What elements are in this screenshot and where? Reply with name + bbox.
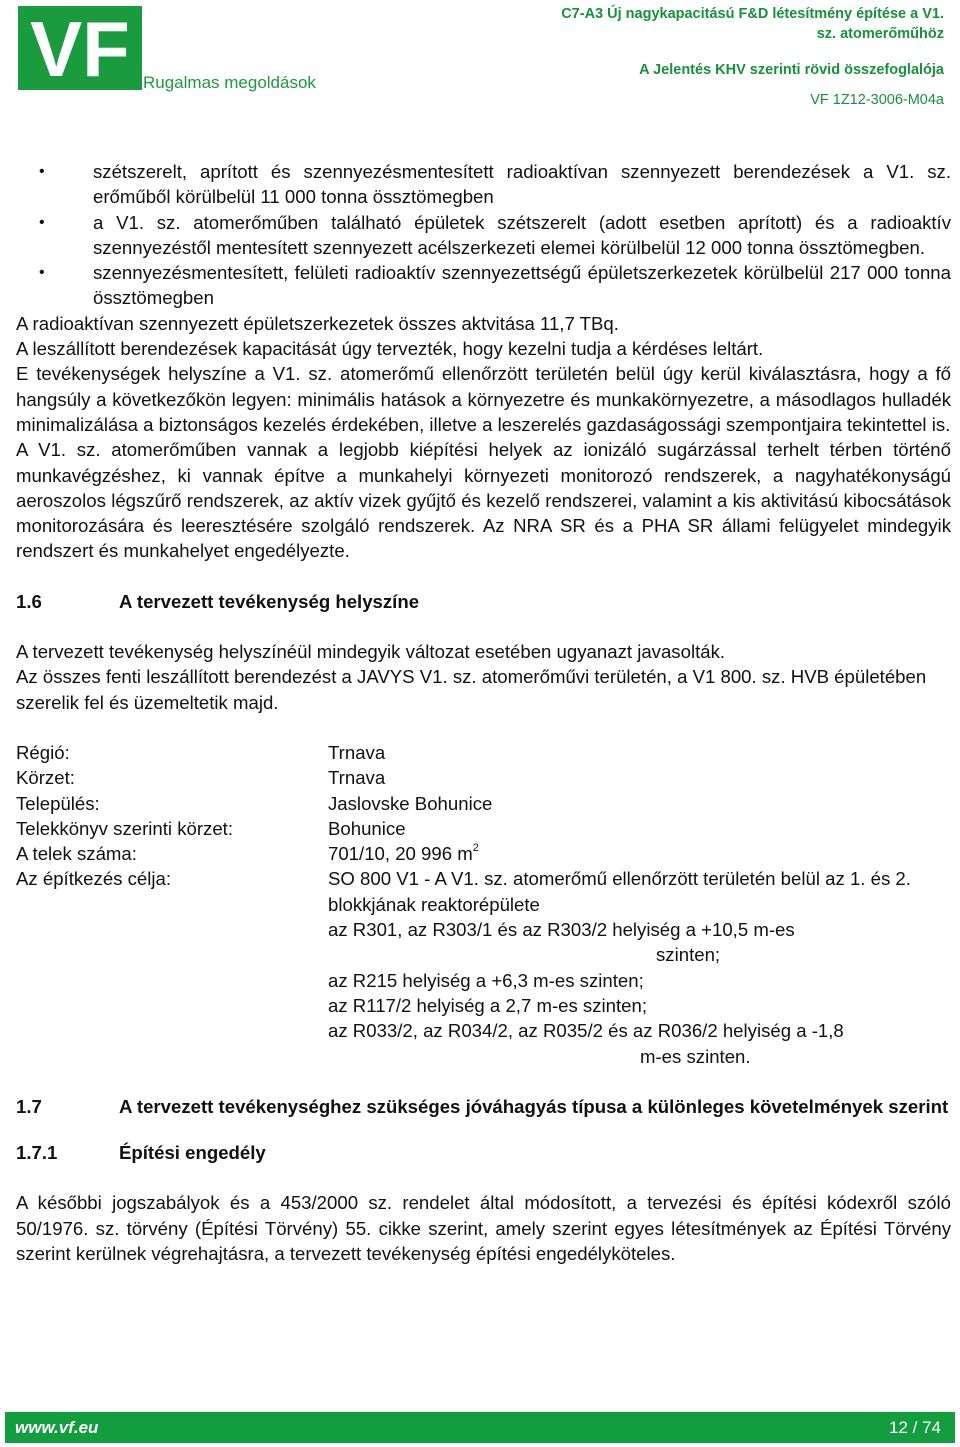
- header-title-line2: sz. atomerőműhöz: [816, 26, 944, 42]
- header-subtitle: A Jelentés KHV szerinti rövid összefoglalója: [639, 62, 944, 78]
- page-content: [16, 159, 951, 1266]
- district-value: Trnava: [328, 767, 386, 789]
- document-header: [474, 4, 944, 110]
- list-item: • a V1. sz. atomerőműben található épületek szétszerelt (adott esetben aprított) és a radioaktív szennyezéstől mentesített szennyezett acélszerkezeti elemei körülbelül 12 000 tonna össztömegben.: [16, 210, 951, 261]
- footer-website-link[interactable]: www.vf.eu: [15, 1418, 99, 1437]
- vf-logo: [18, 6, 142, 90]
- district-label: Körzet:: [16, 767, 75, 789]
- paragraph-site-proposal: A tervezett tevékenység helyszínéül mindegyik változat esetében ugyanazt javasolták.: [16, 641, 726, 663]
- purpose-room-line: az R301, az R303/1 és az R303/2 helyiség a +10,5 m-es: [328, 919, 795, 941]
- section-heading-1-6: [16, 589, 951, 614]
- header-title-line1: C7-A3 Új nagykapacitású F&D létesítmény építése a V1.: [561, 6, 944, 22]
- section-title: A tervezett tevékenység helyszíne: [119, 590, 420, 612]
- purpose-room-line: az R215 helyiség a +6,3 m-es szinten;: [328, 969, 644, 991]
- cadastral-value: Bohunice: [328, 817, 406, 839]
- settlement-label: Település:: [16, 792, 100, 814]
- paragraph-facilities: A V1. sz. atomerőműben vannak a legjobb kiépítési helyek az ionizáló sugárzással terhelt térben történő munkavégzéshez, ki vannak építve a munkahelyi környezeti monitorozó rendszerek, a nagyhatékonyságú aeroszolos légszűrő rendszerek, az aktív vizek gyűjtő és kezelő rendszerei, valamint a kis aktivitású kibocsátások monitorozására és leeresztésére szolgáló rendszerek. Az NRA SR és a PHA SR állami felügyelet mindegyik rendszert és munkahelyet engedélyezte.: [16, 439, 951, 562]
- section-title: Építési engedély: [119, 1142, 266, 1164]
- purpose-room-line: az R117/2 helyiség a 2,7 m-es szinten;: [328, 994, 648, 1016]
- purpose-label: Az építkezés célja:: [16, 868, 172, 890]
- purpose-value: SO 800 V1 - A V1. sz. atomerőmű ellenőrzött területén belül az 1. és 2. blokkjának reaktorépülete: [328, 868, 911, 915]
- plot-unit-exponent: 2: [472, 842, 479, 855]
- cadastral-label: Telekkönyv szerinti körzet:: [16, 817, 234, 839]
- inventory-list: [16, 159, 951, 311]
- region-value: Trnava: [328, 741, 386, 763]
- section-number: 1.7.1: [16, 1142, 58, 1164]
- company-tagline: Rugalmas megoldások: [143, 73, 316, 92]
- location-table: [16, 740, 951, 1069]
- section-heading-1-7: [16, 1094, 951, 1119]
- settlement-value: Jaslovske Bohunice: [328, 792, 493, 814]
- plot-value: 701/10, 20 996 $m^2$: [328, 842, 479, 865]
- section-number: 1.6: [16, 590, 42, 612]
- plot-label: A telek száma:: [16, 843, 137, 865]
- section-title: A tervezett tevékenységhez szükséges jóváhagyás típusa a különleges követelmények szerint: [119, 1095, 949, 1117]
- paragraph-building-permit: A későbbi jogszabályok és a 453/2000 sz. rendelet által módosított, a tervezési és építési kódexről szóló 50/1976. sz. törvény (Építési Törvény) 55. cikke szerint, amely szerint egyes létesítmények az Építési Törvény szerint kerülnek végrehajtásra, a tervezett tevékenység építési engedélyköteles.: [16, 1192, 951, 1264]
- paragraph-site-building: Az összes fenti leszállított berendezést a JAVYS V1. sz. atomerőművi területén, a V1 800. sz. HVB épületében szerelik fel és üzemeltetik majd.: [16, 666, 927, 713]
- header-doc-code: VF 1Z12-3006-M04a: [810, 92, 944, 108]
- page-footer: [5, 1412, 955, 1443]
- paragraph-activity: A radioaktívan szennyezett épületszerkezetek összes aktvitása 11,7 TBq.: [16, 312, 619, 334]
- page-number: 12 / 74: [889, 1418, 941, 1437]
- region-label: Régió:: [16, 741, 70, 763]
- list-item: • szétszerelt, aprított és szennyezésmentesített radioaktívan szennyezett berendezések a V1. sz. erőműből körülbelül 11 000 tonna össztömegben: [16, 159, 951, 210]
- purpose-room-line-cont: szinten;: [656, 944, 721, 966]
- paragraph-location-choice: E tevékenységek helyszíne a V1. sz. atomerőmű ellenőrzött területén belül úgy kerül kiválasztásra, hogy a fő hangsúly a következőkön legyen: minimális hatások a környezetre és munkakörnyezetre, a másodlagos hulladék minimalizálása a biztonságos kezelés érdekében, illetve a leszerelés gazdaságossági szempontjaira tekintettel is.: [16, 363, 951, 435]
- purpose-room-line: az R033/2, az R034/2, az R035/2 és az R036/2 helyiség a -1,8: [328, 1020, 844, 1042]
- list-item: • szennyezésmentesített, felületi radioaktív szennyezettségű épületszerkezetek körülbelül 217 000 tonna össztömegben: [16, 260, 951, 311]
- section-heading-1-7-1: [16, 1140, 951, 1165]
- paragraph-capacity: A leszállított berendezések kapacitását úgy tervezték, hogy kezelni tudja a kérdéses leltárt.: [16, 338, 764, 360]
- section-number: 1.7: [16, 1095, 42, 1117]
- purpose-room-line-cont: m-es szinten.: [640, 1045, 751, 1067]
- logo-text: VF: [30, 6, 130, 90]
